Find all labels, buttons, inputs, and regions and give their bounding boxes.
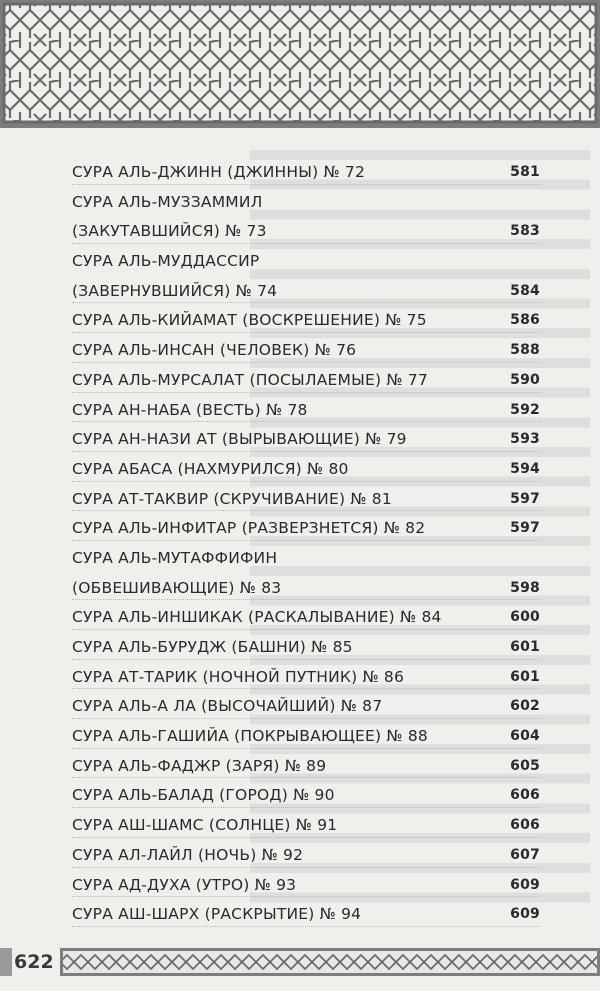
geometric-pattern-icon	[60, 948, 600, 976]
toc-entry-title: СУРА АЛЬ-БАЛАД (ГОРОД) № 90	[72, 786, 335, 805]
toc-entry-title: СУРА АЛЬ-ИНФИТАР (РАЗВЕРЗНЕТСЯ) № 82	[72, 519, 426, 538]
toc-entry	[72, 277, 540, 307]
footer-ornament-left	[0, 948, 12, 976]
toc-entry-page: 598	[510, 579, 540, 596]
toc-entry	[72, 603, 540, 633]
toc-entry-title: СУРА АЛЬ-ФАДЖР (ЗАРЯ) № 89	[72, 756, 327, 775]
top-ornament-band	[0, 0, 600, 128]
toc-entry-title: СУРА АЛ-ЛАЙЛ (НОЧЬ) № 92	[72, 845, 304, 864]
toc-entry	[72, 574, 540, 604]
toc-entry-title: СУРА АЛЬ-ИНСАН (ЧЕЛОВЕК) № 76	[72, 341, 357, 360]
toc-entry-title: СУРА АЛЬ-МУДДАССИР	[72, 252, 260, 271]
page-number: 622	[14, 951, 54, 973]
toc-entry-title: СУРА АЛЬ-МУЗЗАММИЛ	[72, 192, 263, 211]
toc-entry-page: 597	[510, 490, 540, 507]
toc-entry	[72, 336, 540, 366]
toc-entry-page: 606	[510, 817, 540, 834]
toc-entry	[72, 455, 540, 485]
toc-entry	[72, 633, 540, 663]
toc-entry-title: СУРА АЛЬ-МУТАФФИФИН	[72, 548, 278, 567]
toc-entry	[72, 188, 540, 218]
toc-entry	[72, 900, 540, 930]
toc-entry-page: 586	[510, 312, 540, 329]
toc-entry-title: СУРА АШ-ШАМС (СОЛНЦЕ) № 91	[72, 816, 338, 835]
toc-entry-page: 606	[510, 787, 540, 804]
toc-entry-page: 593	[510, 431, 540, 448]
toc-entry-title: СУРА АД-ДУХА (УТРО) № 93	[72, 875, 297, 894]
toc-entry-page: 584	[510, 282, 540, 299]
toc-entry-page: 590	[510, 371, 540, 388]
toc-entry-page: 597	[510, 520, 540, 537]
toc-entry-title: СУРА АТ-ТАРИК (НОЧНОЙ ПУТНИК) № 86	[72, 667, 405, 686]
toc-entry-title: СУРА АЛЬ-МУРСАЛАТ (ПОСЫЛАЕМЫЕ) № 77	[72, 370, 428, 389]
toc-entry	[72, 871, 540, 901]
toc-entry-page: 602	[510, 698, 540, 715]
table-of-contents	[72, 158, 540, 930]
toc-entry-page: 601	[510, 668, 540, 685]
toc-entry-title: СУРА АЛЬ-А ЛА (ВЫСОЧАЙШИЙ) № 87	[72, 697, 383, 716]
page-footer	[0, 944, 600, 980]
toc-entry	[72, 247, 540, 277]
toc-entry-title: СУРА АН-НАЗИ АТ (ВЫРЫВАЮЩИЕ) № 79	[72, 430, 407, 449]
toc-entry-title: (ЗАКУТАВШИЙСЯ) № 73	[72, 222, 267, 241]
toc-entry-page: 588	[510, 342, 540, 359]
toc-entry-page: 609	[510, 906, 540, 923]
toc-entry-page: 605	[510, 757, 540, 774]
toc-entry	[72, 396, 540, 426]
toc-entry-title: (ЗАВЕРНУВШИЙСЯ) № 74	[72, 281, 278, 300]
toc-entry-page: 592	[510, 401, 540, 418]
toc-entry-title: СУРА АЛЬ-ИНШИКАК (РАСКАЛЫВАНИЕ) № 84	[72, 608, 442, 627]
toc-entry	[72, 752, 540, 782]
toc-entry-title: СУРА АЛЬ-БУРУДЖ (БАШНИ) № 85	[72, 638, 353, 656]
toc-entry	[72, 514, 540, 544]
toc-entry	[72, 485, 540, 515]
toc-entry-page: 581	[510, 164, 540, 180]
toc-entry	[72, 544, 540, 574]
toc-entry-title: СУРА АН-НАБА (ВЕСТЬ) № 78	[72, 400, 308, 419]
toc-entry-title: СУРА АШ-ШАРХ (РАСКРЫТИЕ) № 94	[72, 905, 362, 924]
toc-entry	[72, 781, 540, 811]
toc-entry	[72, 158, 540, 188]
toc-entry-title: СУРА АЛЬ-ГАШИЙА (ПОКРЫВАЮЩЕЕ) № 88	[72, 727, 428, 746]
toc-entry-title: СУРА АЛЬ-ДЖИНН (ДЖИННЫ) № 72	[72, 163, 366, 181]
toc-entry-page: 600	[510, 609, 540, 626]
toc-entry-page: 601	[510, 639, 540, 655]
toc-entry	[72, 425, 540, 455]
toc-entry-title: СУРА АБАСА (НАХМУРИЛСЯ) № 80	[72, 459, 349, 478]
toc-entry	[72, 217, 540, 247]
toc-entry-page: 583	[510, 223, 540, 240]
toc-entry	[72, 306, 540, 336]
footer-ornament-band	[60, 948, 600, 976]
toc-entry	[72, 841, 540, 871]
toc-entry-page: 594	[510, 460, 540, 477]
toc-entry	[72, 366, 540, 396]
toc-entry	[72, 811, 540, 841]
toc-entry-page: 607	[510, 846, 540, 863]
toc-entry	[72, 692, 540, 722]
toc-entry-page: 609	[510, 876, 540, 893]
geometric-pattern-icon	[0, 0, 600, 128]
toc-entry	[72, 663, 540, 693]
toc-entry	[72, 722, 540, 752]
toc-entry-title: (ОБВЕШИВАЮЩИЕ) № 83	[72, 578, 282, 597]
toc-entry-page: 604	[510, 728, 540, 745]
toc-entry-title: СУРА АЛЬ-КИЙАМАТ (ВОСКРЕШЕНИЕ) № 75	[72, 311, 427, 330]
toc-entry-title: СУРА АТ-ТАКВИР (СКРУЧИВАНИЕ) № 81	[72, 489, 392, 508]
